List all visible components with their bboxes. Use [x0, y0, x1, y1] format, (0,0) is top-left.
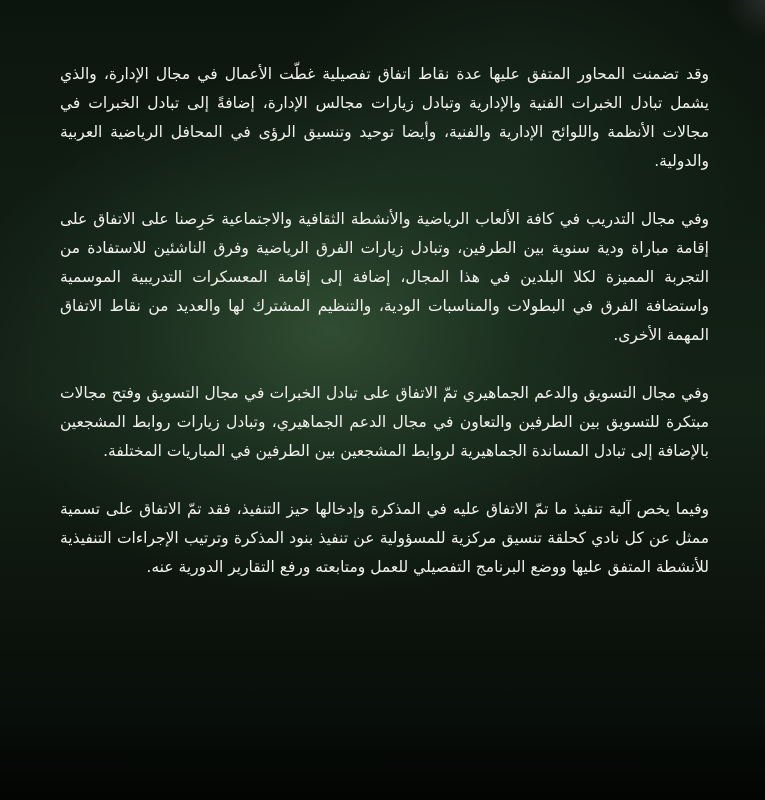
paragraph-training: وفي مجال التدريب في كافة الألعاب الرياضية والأنشطة الثقافية والاجتماعية حَرِصنا على الاتفاق على إقامة مباراة ودية سنوية بين الطرفين، وتبادل زيارات الفرق الرياضية وفرق الناشئين للاستفادة من التجربة المميزة لكلا البلدين في هذا المجال، إضافة إلى إقامة المعسكرات التدريبية الموسمية واستضافة الفرق في البطولات والمناسبات الودية، والتنظيم المشترك لها والعديد من نقاط الاتفاق المهمة الأخرى. — [60, 210, 709, 344]
corner-shadow — [725, 0, 765, 40]
paragraph-marketing: وفي مجال التسويق والدعم الجماهيري تمّ الاتفاق على تبادل الخبرات في مجال التسويق وفتح مجالات مبتكرة للتسويق بين الطرفين والتعاون في مجال الدعم الجماهيري، وتبادل زيارات روابط المشجعين بالإضافة إلى تبادل المساندة الجماهيرية لروابط المشجعين بين الطرفين في المباريات المختلفة. — [60, 384, 709, 460]
article-body — [60, 60, 709, 611]
bottom-vignette — [0, 720, 765, 800]
paragraph-implementation: وفيما يخص آلية تنفيذ ما تمّ الاتفاق عليه في المذكرة وإدخالها حيز التنفيذ، فقد تمّ الاتفاق على تسمية ممثل عن كل نادي كحلقة تنسيق مركزية للمسؤولية عن تنفيذ بنود المذكرة وترتيب الإجراءات التنفيذية للأنشطة المتفق عليها ووضع البرنامج التفصيلي للعمل ومتابعته ورفع التقارير الدورية عنه. — [60, 500, 709, 576]
paragraph-administration: وقد تضمنت المحاور المتفق عليها عدة نقاط اتفاق تفصيلية غطّت الأعمال في مجال الإدارة، والذي يشمل تبادل الخبرات الفنية والإدارية وتبادل زيارات مجالس الإدارة، إضافةً إلى تبادل الخبرات في مجالات الأنظمة واللوائح الإدارية والفنية، وأيضا توحيد وتنسيق الرؤى في المحافل الرياضية العربية والدولية. — [60, 65, 709, 170]
